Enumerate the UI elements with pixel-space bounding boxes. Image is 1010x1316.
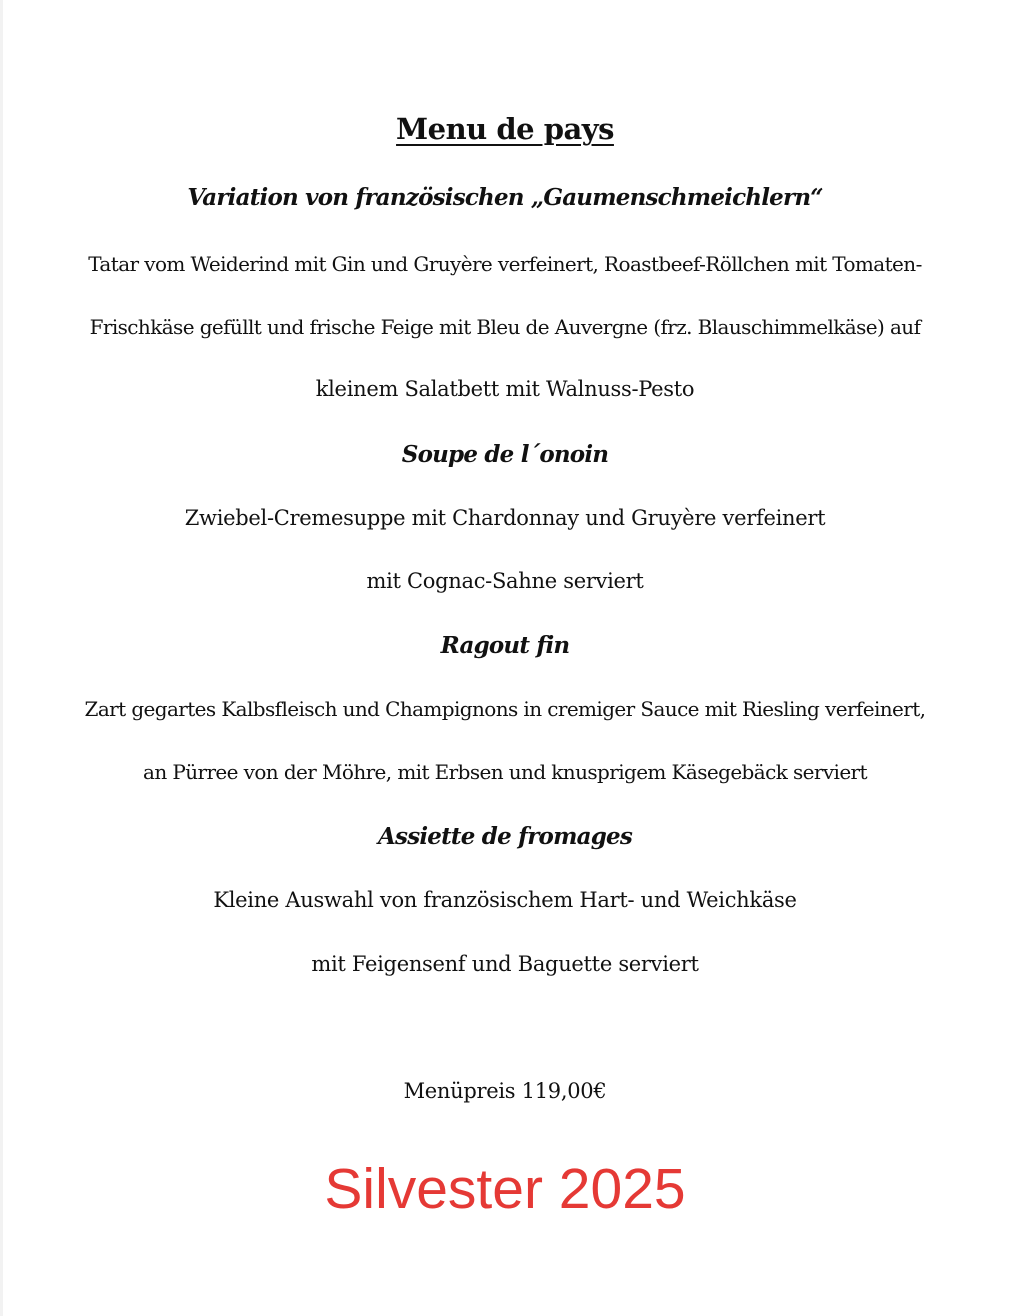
course-1-line-1: Tatar vom Weiderind mit Gin und Gruyère verfeinert, Roastbeef-Röllchen mit Tomaten- [88, 252, 922, 276]
course-1-heading: Variation von französischen „Gaumenschmeichlern“ [187, 184, 823, 211]
menu-title: Menu de pays [396, 112, 614, 146]
silvester-overlay-text: Silvester 2025 [324, 1157, 686, 1221]
course-1-line-3: kleinem Salatbett mit Walnuss-Pesto [315, 377, 695, 401]
course-2-line-2: mit Cognac-Sahne serviert [366, 569, 644, 593]
course-2-heading: Soupe de l´onoin [401, 441, 609, 468]
course-1-line-2: Frischkäse gefüllt und frische Feige mit Bleu de Auvergne (frz. Blauschimmelkäse) auf [89, 315, 921, 339]
course-2-line-1: Zwiebel-Cremesuppe mit Chardonnay und Gruyère verfeinert [184, 506, 826, 530]
course-4-line-1: Kleine Auswahl von französischem Hart- und Weichkäse [213, 888, 797, 912]
course-4-line-2: mit Feigensenf und Baguette serviert [311, 952, 699, 976]
course-3-heading: Ragout fin [440, 632, 570, 659]
menu-price: Menüpreis 119,00€ [403, 1079, 607, 1103]
course-3-line-2: an Pürree von der Möhre, mit Erbsen und knusprigem Käsegebäck serviert [143, 760, 867, 784]
course-4-heading: Assiette de fromages [378, 823, 632, 850]
course-3-line-1: Zart gegartes Kalbsfleisch und Champignons in cremiger Sauce mit Riesling verfeinert, [84, 697, 926, 721]
